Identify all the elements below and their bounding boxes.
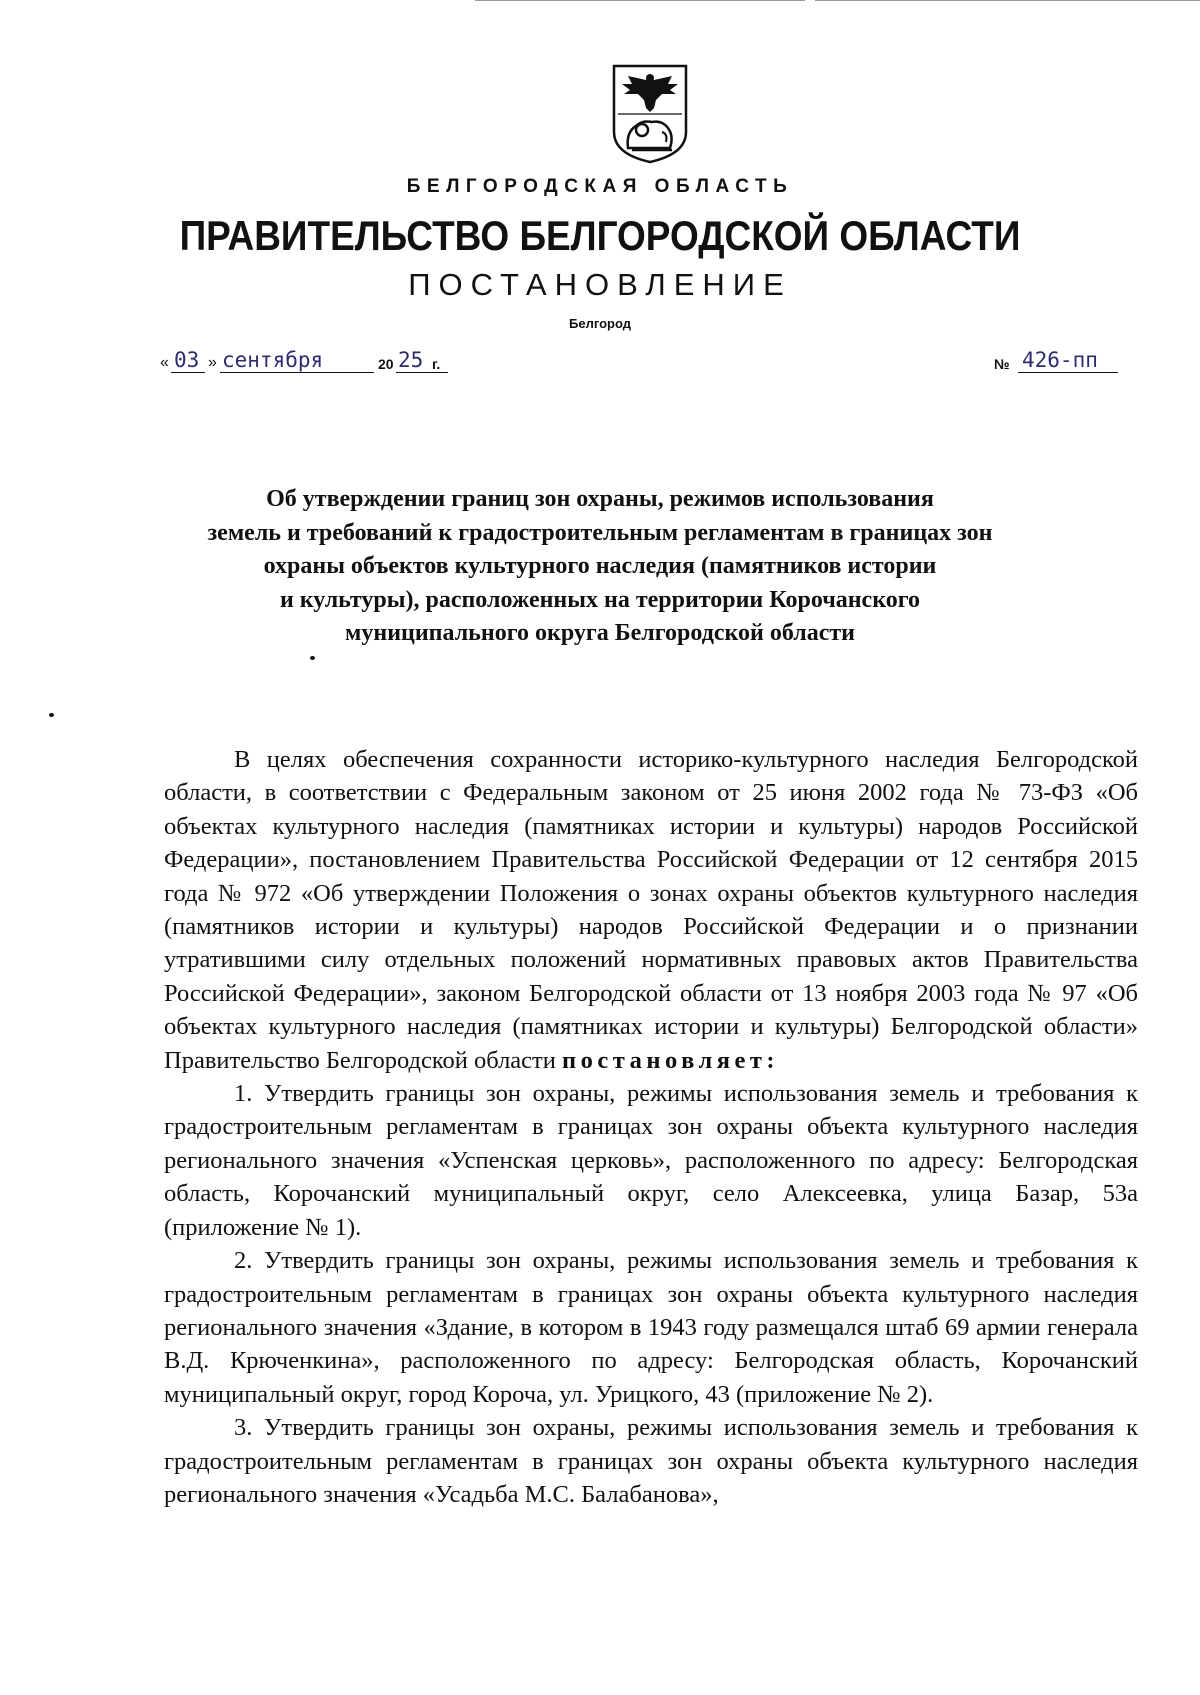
coat-of-arms-icon [608, 62, 692, 164]
scan-speck [310, 656, 315, 660]
day-underline [171, 372, 205, 373]
resolves-word: постановляет: [562, 1046, 780, 1074]
number-sign: № [994, 356, 1010, 372]
date-close-quote: » [208, 354, 217, 371]
year-mark: г. [432, 356, 441, 372]
title-line: Об утверждении границ зон охраны, режимов использования [266, 486, 934, 512]
document-type: ПОСТАНОВЛЕНИЕ [408, 267, 792, 302]
document-body [164, 743, 1138, 1511]
month-underline [220, 372, 374, 373]
document-number: 426-пп [1022, 348, 1098, 372]
year-suffix: 25 [398, 348, 424, 372]
region-name: БЕЛГОРОДСКАЯ ОБЛАСТЬ [406, 176, 794, 197]
title-line: земель и требований к градостроительным регламентам в границах зон [207, 519, 993, 546]
date-day: 03 [174, 348, 200, 372]
date-number-line [160, 342, 1120, 376]
title-line: охраны объектов культурного наследия (памятников истории [263, 553, 937, 579]
document-title [170, 483, 1030, 651]
government-name: ПРАВИТЕЛЬСТВО БЕЛГОРОДСКОЙ ОБЛАСТИ [179, 212, 1021, 259]
item-paragraph: 2. Утвердить границы зон охраны, режимы использования земель и требования к градостроительным регламентам в границах зон охраны объекта культурного наследия регионального значения «Здание, в котором в 1943 году размещался штаб 69 армии генерала В.Д. Крюченкина», расположенного по адресу: Белгородская область, Корочанский муниципальный округ, город Короча, ул. Урицкого, 43 (приложение № 2). [164, 1247, 1138, 1408]
title-line: муниципального округа Белгородской области [345, 620, 855, 646]
title-line: и культуры), расположенных на территории Корочанского [279, 586, 921, 613]
year-prefix: 20 [378, 356, 394, 372]
year-underline [396, 372, 448, 373]
item-paragraph: 1. Утвердить границы зон охраны, режимы использования земель и требования к градостроительным регламентам в границах зон охраны объекта культурного наследия регионального значения «Успенская церковь», расположенного по адресу: Белгородская область, Корочанский муниципальный округ, село Алексеевка, улица Базар, 53а (приложение № 1). [164, 1080, 1138, 1241]
preamble-text: В целях обеспечения сохранности историко-культурного наследия Белгородской области, в соответствии с Федеральным законом от 25 июня 2002 года № 73-ФЗ «Об объектах культурного наследия (памятниках истории и культуры) народов Российской Федерации», постановлением Правительства Российской Федерации от 12 сентября 2015 года № 972 «Об утверждении Положения о зонах охраны объектов культурного наследия (памятников истории и культуры) народов Российской Федерации и о признании утратившими силу отдельных положений нормативных правовых актов Правительства Российской Федерации», законом Белгородской области от 13 ноября 2003 года № 97 «Об объектах культурного наследия (памятниках истории и культуры) Белгородской области» Правительство Белгородской области [164, 746, 1138, 1074]
city-name: Белгород [569, 316, 631, 331]
scan-edge-line-left [475, 0, 805, 1]
item-paragraph: 3. Утвердить границы зон охраны, режимы использования земель и требования к градостроительным регламентам в границах зон охраны объекта культурного наследия регионального значения «Усадьба М.С. Балабанова», [164, 1414, 1138, 1508]
scan-edge-line-right [815, 0, 1200, 1]
number-underline [1018, 372, 1118, 373]
preamble-paragraph [164, 743, 1138, 1077]
scan-speck [49, 713, 54, 717]
date-open-quote: « [160, 354, 169, 371]
date-month: сентября [222, 348, 324, 372]
